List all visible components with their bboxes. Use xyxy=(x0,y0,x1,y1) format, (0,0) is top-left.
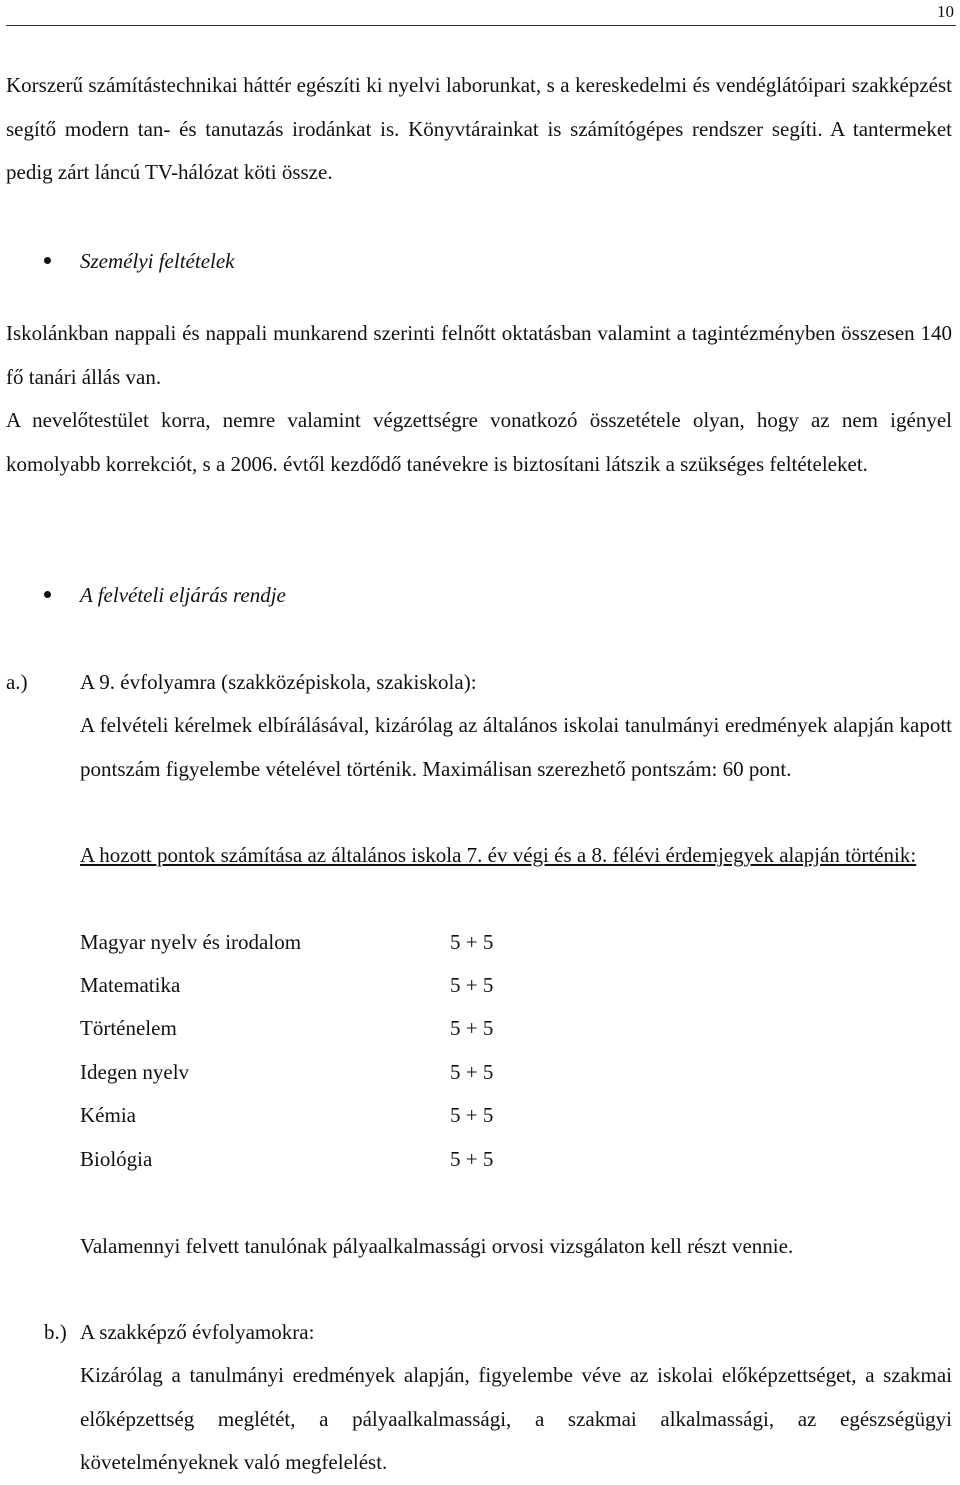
grade-subject: Történelem xyxy=(80,1016,177,1040)
grade-points: 5 + 5 xyxy=(450,1016,494,1040)
grade-points: 5 + 5 xyxy=(450,1103,494,1127)
section-heading-personal: Személyi feltételek xyxy=(80,249,235,273)
item-b-title: A szakképző évfolyamokra: xyxy=(80,1320,315,1344)
faculty-paragraph: A nevelőtestület korra, nemre valamint végzettségre vonatkozó összetétele olyan, hogy az nem igényel komolyabb korrekciót, s a 2006. évtől kezdődő tanévekre is biztosítani látszik a szükséges feltételeket. xyxy=(6,408,952,476)
grade-points: 5 + 5 xyxy=(450,1060,494,1084)
intro-paragraph: Korszerű számítástechnikai háttér egészíti ki nyelvi laborunkat, s a kereskedelmi és vendéglátóipari szakképzést segítő modern tan- és tanutazás irodánkat is. Könyvtárainkat is számítógépes rendszer segíti. A tantermeket pedig zárt láncú TV-hálózat köti össze. xyxy=(6,73,952,184)
item-b-label: b.) xyxy=(44,1320,67,1344)
grade-subject: Matematika xyxy=(80,973,181,997)
header-rule xyxy=(6,25,956,26)
grade-points: 5 + 5 xyxy=(450,1147,494,1171)
page-number: 10 xyxy=(937,2,954,21)
grade-subject: Kémia xyxy=(80,1103,136,1127)
medical-note: Valamennyi felvett tanulónak pályaalkalmassági orvosi vizsgálaton kell részt vennie. xyxy=(80,1234,794,1258)
bullet-icon xyxy=(44,257,51,264)
grade-points: 5 + 5 xyxy=(450,973,494,997)
section-heading-admission: A felvételi eljárás rendje xyxy=(80,583,286,607)
grade-points: 5 + 5 xyxy=(450,930,494,954)
grade-subject: Biológia xyxy=(80,1147,153,1171)
grades-intro: A hozott pontok számítása az általános iskola 7. év végi és a 8. félévi érdemjegyek alapján történik: xyxy=(80,843,917,867)
grade-subject: Magyar nyelv és irodalom xyxy=(80,930,302,954)
bullet-icon xyxy=(44,591,51,598)
grade-subject: Idegen nyelv xyxy=(80,1060,190,1084)
staff-paragraph: Iskolánkban nappali és nappali munkarend szerinti felnőtt oktatásban valamint a tagintézményben összesen 140 fő tanári állás van. xyxy=(6,321,952,389)
item-b-paragraph: Kizárólag a tanulmányi eredmények alapján, figyelembe véve az iskolai előképzettséget, a szakmai előképzettség meglétét, a pályaalkalmassági, a szakmai alkalmassági, az egészségügyi követelményeknek való megfelelést. xyxy=(80,1363,952,1474)
item-a-title: A 9. évfolyamra (szakközépiskola, szakiskola): xyxy=(80,670,477,694)
item-a-label: a.) xyxy=(6,670,28,694)
item-a-paragraph: A felvételi kérelmek elbírálásával, kizárólag az általános iskolai tanulmányi eredmények alapján kapott pontszám figyelembe vételével történik. Maximálisan szerezhető pontszám: 60 pont. xyxy=(80,713,952,781)
